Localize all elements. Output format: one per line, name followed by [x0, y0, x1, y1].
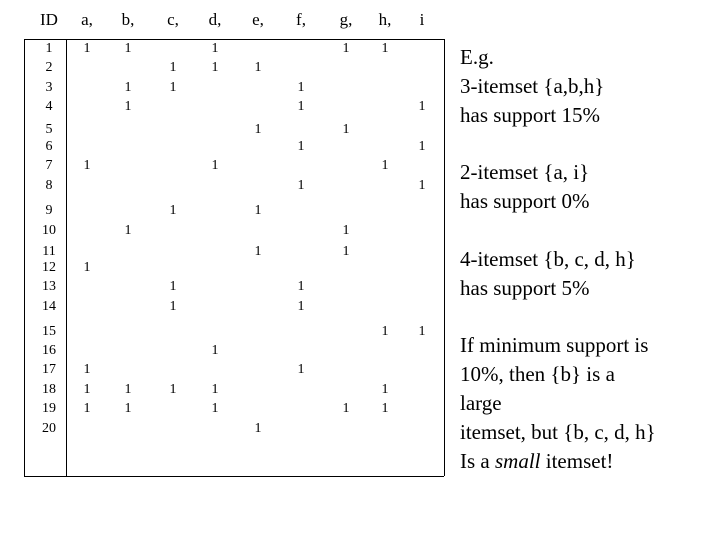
- item-cell: 1: [342, 223, 350, 238]
- item-cell: 1: [342, 122, 350, 137]
- row-id: 17: [42, 362, 56, 377]
- item-cell: 1: [342, 401, 350, 416]
- item-cell: 1: [381, 158, 389, 173]
- note-conclusion-line4: itemset, but {b, c, d, h}: [460, 420, 656, 444]
- item-cell: 1: [211, 382, 219, 397]
- item-cell: 1: [418, 139, 426, 154]
- column-header: e,: [252, 10, 264, 29]
- row-id: 18: [42, 382, 56, 397]
- item-cell: 1: [381, 324, 389, 339]
- item-cell: 1: [418, 99, 426, 114]
- row-id: 8: [45, 178, 53, 193]
- column-header: g,: [339, 10, 353, 29]
- note-ai-itemset: 2-itemset {a, i}: [460, 160, 590, 184]
- note-eg-label: E.g.: [460, 45, 494, 69]
- note-conclusion-line5-pre: Is a: [460, 449, 495, 473]
- row-id: 16: [42, 343, 56, 358]
- item-cell: 1: [169, 382, 177, 397]
- item-cell: 1: [211, 158, 219, 173]
- note-conclusion-line5: [460, 448, 613, 474]
- item-cell: 1: [169, 279, 177, 294]
- note-abh-support: has support 15%: [460, 103, 600, 127]
- item-cell: 1: [254, 122, 262, 137]
- row-id: 14: [42, 299, 56, 314]
- item-cell: 1: [418, 324, 426, 339]
- column-header: f,: [296, 10, 306, 29]
- item-cell: 1: [297, 178, 305, 193]
- row-id: 6: [45, 139, 53, 154]
- note-conclusion-line1: If minimum support is: [460, 333, 649, 357]
- row-id: 13: [42, 279, 56, 294]
- item-cell: 1: [211, 60, 219, 75]
- item-cell: 1: [124, 41, 132, 56]
- item-cell: 1: [124, 99, 132, 114]
- item-cell: 1: [169, 60, 177, 75]
- row-id: 12: [42, 260, 56, 275]
- item-cell: 1: [83, 362, 91, 377]
- item-cell: 1: [83, 382, 91, 397]
- item-cell: 1: [297, 299, 305, 314]
- item-cell: 1: [83, 41, 91, 56]
- note-conclusion-small-word: small: [495, 449, 541, 473]
- item-cell: 1: [211, 401, 219, 416]
- note-conclusion-line3: large: [460, 391, 502, 415]
- table-body: [24, 39, 444, 476]
- table-border: [24, 39, 25, 476]
- item-cell: 1: [169, 80, 177, 95]
- row-id: 15: [42, 324, 56, 339]
- item-cell: 1: [211, 41, 219, 56]
- note-ai-support: has support 0%: [460, 189, 590, 213]
- row-id: 9: [45, 203, 53, 218]
- item-cell: 1: [297, 80, 305, 95]
- item-cell: 1: [124, 223, 132, 238]
- note-bcdh-support: has support 5%: [460, 276, 590, 300]
- note-bcdh-itemset: 4-itemset {b, c, d, h}: [460, 247, 636, 271]
- row-id: 20: [42, 421, 56, 436]
- item-cell: 1: [418, 178, 426, 193]
- row-id: 7: [45, 158, 53, 173]
- table-border: [444, 39, 445, 476]
- column-header: c,: [167, 10, 179, 29]
- table-rule: [24, 476, 444, 477]
- item-cell: 1: [169, 203, 177, 218]
- row-id: 19: [42, 401, 56, 416]
- row-id: 2: [45, 60, 53, 75]
- note-abh-itemset: 3-itemset {a,b,h}: [460, 74, 605, 98]
- item-cell: 1: [381, 41, 389, 56]
- row-id: 1: [45, 41, 53, 56]
- row-id: 3: [45, 80, 53, 95]
- column-header: d,: [208, 10, 222, 29]
- column-header: b,: [121, 10, 135, 29]
- item-cell: 1: [297, 99, 305, 114]
- item-cell: 1: [297, 362, 305, 377]
- item-cell: 1: [83, 158, 91, 173]
- item-cell: 1: [381, 401, 389, 416]
- row-id: 11: [42, 244, 56, 259]
- item-cell: 1: [83, 260, 91, 275]
- column-header: a,: [81, 10, 93, 29]
- note-conclusion-line2: 10%, then {b} is a: [460, 362, 615, 386]
- column-header: i: [419, 10, 425, 29]
- row-id: 5: [45, 122, 53, 137]
- item-cell: 1: [254, 203, 262, 218]
- item-cell: 1: [381, 382, 389, 397]
- item-cell: 1: [211, 343, 219, 358]
- item-cell: 1: [124, 401, 132, 416]
- column-header: h,: [378, 10, 392, 29]
- note-conclusion-line5-post: itemset!: [540, 449, 614, 473]
- row-id: 4: [45, 99, 53, 114]
- item-cell: 1: [297, 139, 305, 154]
- row-id: 10: [42, 223, 56, 238]
- item-cell: 1: [297, 279, 305, 294]
- item-cell: 1: [254, 421, 262, 436]
- item-cell: 1: [124, 80, 132, 95]
- item-cell: 1: [169, 299, 177, 314]
- item-cell: 1: [124, 382, 132, 397]
- item-cell: 1: [254, 244, 262, 259]
- item-cell: 1: [254, 60, 262, 75]
- item-cell: 1: [342, 244, 350, 259]
- item-cell: 1: [342, 41, 350, 56]
- item-cell: 1: [83, 401, 91, 416]
- column-header: ID: [40, 10, 58, 29]
